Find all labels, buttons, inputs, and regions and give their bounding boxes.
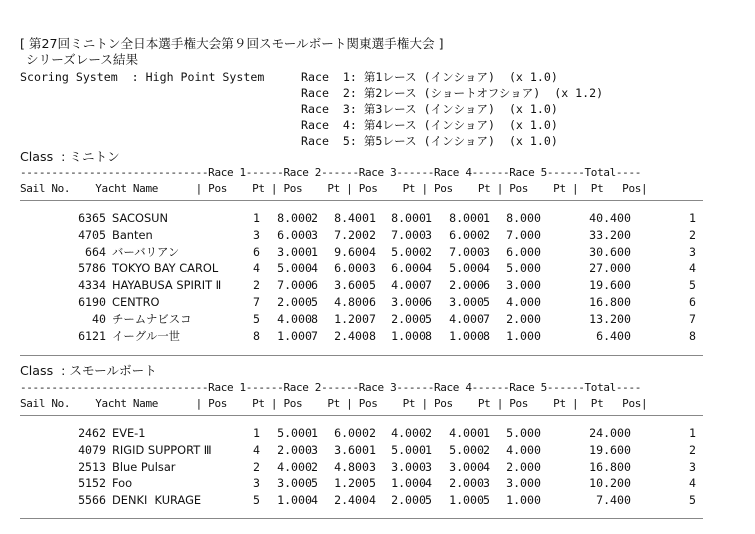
race-points: 2.000 [506, 311, 541, 326]
final-position: 1 [689, 211, 696, 225]
race-points: 1.000 [277, 493, 312, 508]
total-points: 24.000 [589, 426, 631, 440]
race-description: Race 2: 第2レース (ショートオフショア) (x 1.2) [301, 86, 604, 100]
race-points: 2.400 [334, 328, 369, 343]
race-points: 6.000 [334, 426, 369, 440]
race-position: 3 [483, 244, 490, 259]
final-position: 2 [689, 227, 696, 242]
race-position: 3 [369, 459, 376, 474]
total-points: 16.800 [589, 295, 631, 309]
race-points: 5.000 [277, 261, 312, 276]
sail-number: 6190 [78, 295, 106, 309]
race-points: 1.000 [506, 493, 541, 508]
yacht-name: Banten [112, 227, 153, 242]
table-header-race-line: ------------------------------Race 1------Race 2------Race 3------Race 4------Race 5------Total---- [20, 166, 641, 179]
race-points: 8.000 [277, 211, 312, 225]
race-position: 4 [483, 261, 490, 276]
race-position: 4 [425, 476, 432, 491]
race-points: 3.000 [506, 476, 541, 491]
race-position: 3 [369, 261, 376, 276]
total-points: 16.800 [589, 459, 631, 474]
final-position: 7 [689, 311, 696, 326]
table-row [20, 492, 710, 508]
race-position: 4 [311, 261, 318, 276]
race-position: 1 [369, 211, 376, 225]
total-points: 19.600 [589, 442, 631, 457]
yacht-name: イーグル一世 [112, 328, 181, 343]
race-points: 6.000 [334, 261, 369, 276]
race-points: 4.800 [334, 295, 369, 309]
final-position: 5 [689, 493, 696, 508]
race-points: 6.000 [506, 244, 541, 259]
race-points: 3.000 [506, 278, 541, 293]
race-points: 4.000 [449, 311, 484, 326]
sail-number: 4334 [78, 278, 106, 293]
race-position: 2 [483, 227, 490, 242]
total-points: 7.400 [596, 493, 631, 508]
race-position: 1 [311, 426, 318, 440]
table-row [20, 227, 710, 243]
header-divider [20, 415, 703, 416]
total-points: 19.600 [589, 278, 631, 293]
total-points: 27.000 [589, 261, 631, 276]
race-points: 4.000 [449, 426, 484, 440]
race-position: 4 [253, 442, 260, 457]
race-points: 4.000 [277, 459, 312, 474]
race-points: 6.000 [449, 227, 484, 242]
race-points: 5.000 [506, 426, 541, 440]
race-points: 7.000 [277, 278, 312, 293]
race-points: 1.000 [277, 328, 312, 343]
race-description: Race 3: 第3レース (インショア) (x 1.0) [301, 102, 558, 116]
race-position: 5 [253, 311, 260, 326]
total-points: 40.400 [589, 211, 631, 225]
table-row [20, 244, 710, 260]
final-position: 3 [689, 459, 696, 474]
table-row [20, 475, 710, 491]
sail-number: 4705 [78, 227, 106, 242]
yacht-name: RIGID SUPPORT Ⅲ [112, 442, 212, 457]
race-points: 1.200 [334, 311, 369, 326]
race-points: 1.200 [334, 476, 369, 491]
race-position: 3 [425, 227, 432, 242]
race-position: 3 [483, 476, 490, 491]
race-points: 5.000 [391, 244, 426, 259]
race-position: 4 [425, 261, 432, 276]
race-points: 8.400 [334, 211, 369, 225]
race-points: 1.000 [449, 328, 484, 343]
race-points: 3.000 [277, 476, 312, 491]
race-points: 1.000 [449, 493, 484, 508]
race-position: 8 [253, 328, 260, 343]
race-description: Race 4: 第4レース (インショア) (x 1.0) [301, 118, 558, 132]
race-position: 2 [369, 227, 376, 242]
yacht-name: バーバリアン [112, 244, 180, 259]
race-points: 3.000 [391, 459, 426, 474]
table-row [20, 442, 710, 458]
race-description: Race 5: 第5レース (インショア) (x 1.0) [301, 134, 558, 148]
race-position: 4 [253, 261, 260, 276]
race-position: 5 [483, 295, 490, 309]
yacht-name: Foo [112, 476, 133, 491]
race-points: 8.000 [391, 211, 426, 225]
race-points: 2.000 [449, 476, 484, 491]
final-position: 4 [689, 261, 696, 276]
sail-number: 40 [92, 311, 106, 326]
race-position: 6 [425, 295, 432, 309]
table-row [20, 459, 710, 475]
race-position: 7 [311, 328, 318, 343]
sail-number: 6121 [78, 328, 106, 343]
race-points: 5.000 [449, 261, 484, 276]
final-position: 5 [689, 278, 696, 293]
race-position: 4 [483, 459, 490, 474]
final-position: 4 [689, 476, 696, 491]
table-header-race-line: ------------------------------Race 1------Race 2------Race 3------Race 4------Race 5------Total---- [20, 381, 641, 394]
race-position: 3 [425, 459, 432, 474]
race-position: 8 [425, 328, 432, 343]
sail-number: 6365 [78, 211, 106, 225]
race-position: 2 [425, 426, 432, 440]
race-points: 2.000 [277, 295, 312, 309]
scoring-system-label: Scoring System : High Point System [20, 70, 265, 84]
yacht-name: HAYABUSA SPIRIT Ⅱ [112, 278, 222, 293]
race-points: 7.000 [391, 227, 426, 242]
table-divider [20, 518, 703, 519]
table-header-columns: Sail No. Yacht Name | Pos Pt | Pos Pt | Pos Pt | Pos Pt | Pos Pt | Pt Pos| [20, 182, 648, 195]
race-position: 1 [483, 426, 490, 440]
race-points: 1.000 [506, 328, 541, 343]
yacht-name: TOKYO BAY CAROL [112, 261, 219, 276]
page-subtitle: シリーズレース結果 [26, 52, 139, 67]
yacht-name: SACOSUN [112, 211, 169, 225]
yacht-name: EVE-1 [112, 426, 146, 440]
table-row [20, 210, 710, 226]
final-position: 3 [689, 244, 696, 259]
race-points: 4.000 [506, 442, 541, 457]
sail-number: 5152 [78, 476, 106, 491]
race-position: 2 [311, 459, 318, 474]
race-position: 3 [253, 476, 260, 491]
race-position: 7 [483, 311, 490, 326]
race-position: 2 [425, 244, 432, 259]
race-position: 2 [483, 442, 490, 457]
table-row [20, 294, 710, 310]
race-points: 2.000 [449, 278, 484, 293]
sail-number: 2513 [78, 459, 106, 474]
race-points: 2.000 [391, 311, 426, 326]
race-points: 4.000 [506, 295, 541, 309]
race-position: 8 [311, 311, 318, 326]
race-position: 3 [253, 227, 260, 242]
race-position: 7 [425, 278, 432, 293]
race-position: 1 [253, 211, 260, 225]
total-points: 30.600 [589, 244, 631, 259]
race-position: 3 [311, 227, 318, 242]
race-points: 5.000 [506, 261, 541, 276]
race-position: 8 [369, 328, 376, 343]
race-position: 2 [311, 211, 318, 225]
race-position: 5 [369, 476, 376, 491]
race-points: 3.600 [334, 278, 369, 293]
table-header-columns: Sail No. Yacht Name | Pos Pt | Pos Pt | Pos Pt | Pos Pt | Pos Pt | Pt Pos| [20, 397, 648, 410]
race-points: 3.000 [449, 295, 484, 309]
race-position: 6 [311, 278, 318, 293]
race-position: 1 [425, 442, 432, 457]
race-position: 1 [369, 442, 376, 457]
race-points: 9.600 [334, 244, 369, 259]
race-points: 2.400 [334, 493, 369, 508]
race-points: 6.000 [277, 227, 312, 242]
race-position: 1 [311, 244, 318, 259]
table-row [20, 328, 710, 344]
sail-number: 664 [85, 244, 106, 259]
race-position: 5 [311, 476, 318, 491]
yacht-name: CENTRO [112, 295, 160, 309]
final-position: 2 [689, 442, 696, 457]
race-points: 8.000 [506, 211, 541, 225]
race-points: 5.000 [449, 442, 484, 457]
race-points: 3.000 [449, 459, 484, 474]
race-position: 6 [369, 295, 376, 309]
race-position: 2 [369, 426, 376, 440]
race-position: 4 [369, 493, 376, 508]
race-position: 2 [253, 278, 260, 293]
race-points: 1.000 [391, 328, 426, 343]
race-position: 5 [311, 295, 318, 309]
race-points: 8.000 [449, 211, 484, 225]
race-description: Race 1: 第1レース (インショア) (x 1.0) [301, 70, 558, 84]
total-points: 13.200 [589, 311, 631, 326]
sail-number: 4079 [78, 442, 106, 457]
final-position: 6 [689, 295, 696, 309]
race-points: 7.000 [449, 244, 484, 259]
total-points: 6.400 [596, 328, 631, 343]
race-position: 5 [369, 278, 376, 293]
race-position: 1 [425, 211, 432, 225]
race-position: 5 [425, 493, 432, 508]
race-position: 1 [253, 426, 260, 440]
race-position: 4 [311, 493, 318, 508]
race-points: 2.000 [391, 493, 426, 508]
header-divider [20, 200, 703, 201]
race-points: 4.000 [277, 311, 312, 326]
yacht-name: チームナビスコ [112, 311, 192, 326]
race-position: 6 [483, 278, 490, 293]
race-points: 2.000 [277, 442, 312, 457]
table-row [20, 260, 710, 276]
sail-number: 2462 [78, 426, 106, 440]
table-divider [20, 355, 703, 356]
race-points: 1.000 [391, 476, 426, 491]
race-points: 7.200 [334, 227, 369, 242]
race-position: 7 [253, 295, 260, 309]
page-title: [ 第27回ミニトン全日本選手権大会第９回スモールボート関東選手権大会 ] [20, 36, 444, 51]
sail-number: 5786 [78, 261, 106, 276]
yacht-name: Blue Pulsar [112, 459, 176, 474]
class-label: Class : スモールボート [20, 363, 157, 378]
race-position: 6 [253, 244, 260, 259]
race-points: 4.800 [334, 459, 369, 474]
final-position: 1 [689, 426, 696, 440]
race-position: 5 [483, 493, 490, 508]
race-points: 4.000 [391, 278, 426, 293]
race-points: 6.000 [391, 261, 426, 276]
race-points: 5.000 [391, 442, 426, 457]
race-position: 2 [253, 459, 260, 474]
yacht-name: DENKI KURAGE [112, 493, 202, 508]
total-points: 33.200 [589, 227, 631, 242]
race-position: 4 [369, 244, 376, 259]
race-points: 3.000 [391, 295, 426, 309]
table-row [20, 425, 710, 441]
race-points: 3.600 [334, 442, 369, 457]
total-points: 10.200 [589, 476, 631, 491]
race-points: 4.000 [391, 426, 426, 440]
race-position: 1 [483, 211, 490, 225]
race-position: 5 [425, 311, 432, 326]
race-points: 5.000 [277, 426, 312, 440]
table-row [20, 311, 710, 327]
race-position: 5 [253, 493, 260, 508]
race-points: 3.000 [277, 244, 312, 259]
sail-number: 5566 [78, 493, 106, 508]
final-position: 8 [689, 328, 696, 343]
table-row [20, 277, 710, 293]
race-points: 2.000 [506, 459, 541, 474]
race-position: 7 [369, 311, 376, 326]
race-points: 7.000 [506, 227, 541, 242]
race-position: 3 [311, 442, 318, 457]
class-label: Class : ミニトン [20, 149, 120, 164]
race-position: 8 [483, 328, 490, 343]
